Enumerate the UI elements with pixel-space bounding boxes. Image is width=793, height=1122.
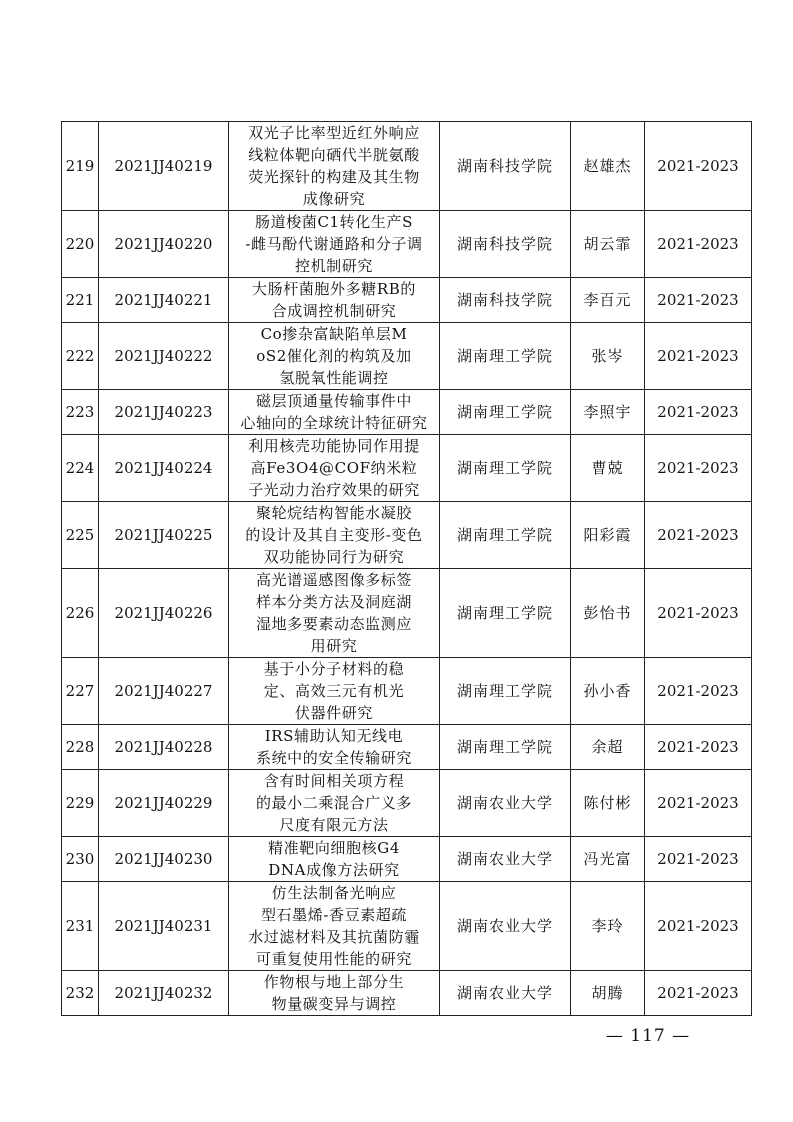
project-period: 2021-2023 [645, 770, 752, 837]
project-title: IRS辅助认知无线电 系统中的安全传输研究 [229, 725, 440, 770]
project-period: 2021-2023 [645, 435, 752, 502]
institution-name: 湖南农业大学 [440, 837, 571, 882]
project-code: 2021JJ40223 [99, 390, 229, 435]
project-number: 230 [62, 837, 99, 882]
principal-investigator: 彭怡书 [571, 569, 645, 658]
project-number: 229 [62, 770, 99, 837]
institution-name: 湖南理工学院 [440, 323, 571, 390]
project-number: 227 [62, 658, 99, 725]
institution-name: 湖南理工学院 [440, 658, 571, 725]
project-number: 223 [62, 390, 99, 435]
project-code: 2021JJ40222 [99, 323, 229, 390]
table-row [62, 658, 752, 725]
institution-name: 湖南科技学院 [440, 122, 571, 211]
project-code: 2021JJ40225 [99, 502, 229, 569]
principal-investigator: 李玲 [571, 882, 645, 971]
principal-investigator: 陈付彬 [571, 770, 645, 837]
institution-name: 湖南理工学院 [440, 569, 571, 658]
project-number: 228 [62, 725, 99, 770]
project-number: 222 [62, 323, 99, 390]
table-row [62, 211, 752, 278]
project-title: Co掺杂富缺陷单层M oS2催化剂的构筑及加 氢脱氧性能调控 [229, 323, 440, 390]
principal-investigator: 胡腾 [571, 971, 645, 1016]
project-number: 226 [62, 569, 99, 658]
project-title: 肠道梭菌C1转化生产S -雌马酚代谢通路和分子调 控机制研究 [229, 211, 440, 278]
institution-name: 湖南农业大学 [440, 770, 571, 837]
institution-name: 湖南理工学院 [440, 435, 571, 502]
project-number: 219 [62, 122, 99, 211]
principal-investigator: 孙小香 [571, 658, 645, 725]
table-row [62, 569, 752, 658]
table-row [62, 971, 752, 1016]
table-row [62, 435, 752, 502]
project-code: 2021JJ40221 [99, 278, 229, 323]
project-number: 225 [62, 502, 99, 569]
principal-investigator: 张岑 [571, 323, 645, 390]
institution-name: 湖南理工学院 [440, 390, 571, 435]
project-title: 精准靶向细胞核G4 DNA成像方法研究 [229, 837, 440, 882]
project-period: 2021-2023 [645, 502, 752, 569]
project-code: 2021JJ40224 [99, 435, 229, 502]
project-code: 2021JJ40226 [99, 569, 229, 658]
table-row [62, 837, 752, 882]
project-title: 聚轮烷结构智能水凝胶 的设计及其自主变形-变色 双功能协同行为研究 [229, 502, 440, 569]
project-period: 2021-2023 [645, 837, 752, 882]
project-title: 双光子比率型近红外响应 线粒体靶向硒代半胱氨酸 荧光探针的构建及其生物 成像研究 [229, 122, 440, 211]
table-row [62, 323, 752, 390]
project-number: 220 [62, 211, 99, 278]
project-number: 221 [62, 278, 99, 323]
project-period: 2021-2023 [645, 390, 752, 435]
project-code: 2021JJ40230 [99, 837, 229, 882]
table-row [62, 770, 752, 837]
principal-investigator: 赵雄杰 [571, 122, 645, 211]
table-row [62, 502, 752, 569]
table-row [62, 882, 752, 971]
principal-investigator: 冯光富 [571, 837, 645, 882]
project-period: 2021-2023 [645, 725, 752, 770]
table-row [62, 278, 752, 323]
project-period: 2021-2023 [645, 278, 752, 323]
project-title: 高光谱遥感图像多标签 样本分类方法及洞庭湖 湿地多要素动态监测应 用研究 [229, 569, 440, 658]
institution-name: 湖南农业大学 [440, 882, 571, 971]
project-code: 2021JJ40219 [99, 122, 229, 211]
principal-investigator: 曹兢 [571, 435, 645, 502]
page-number: — 117 — [605, 1026, 691, 1046]
project-period: 2021-2023 [645, 323, 752, 390]
principal-investigator: 胡云霏 [571, 211, 645, 278]
institution-name: 湖南农业大学 [440, 971, 571, 1016]
project-number: 232 [62, 971, 99, 1016]
table-row [62, 122, 752, 211]
institution-name: 湖南科技学院 [440, 278, 571, 323]
table-row [62, 390, 752, 435]
project-number: 231 [62, 882, 99, 971]
project-period: 2021-2023 [645, 569, 752, 658]
project-code: 2021JJ40231 [99, 882, 229, 971]
table-row [62, 725, 752, 770]
project-title: 含有时间相关项方程 的最小二乘混合广义多 尺度有限元方法 [229, 770, 440, 837]
project-title: 作物根与地上部分生 物量碳变异与调控 [229, 971, 440, 1016]
project-period: 2021-2023 [645, 971, 752, 1016]
project-period: 2021-2023 [645, 882, 752, 971]
project-title: 磁层顶通量传输事件中 心轴向的全球统计特征研究 [229, 390, 440, 435]
project-code: 2021JJ40228 [99, 725, 229, 770]
project-title: 仿生法制备光响应 型石墨烯-香豆素超疏 水过滤材料及其抗菌防霾 可重复使用性能的研究 [229, 882, 440, 971]
institution-name: 湖南理工学院 [440, 725, 571, 770]
project-period: 2021-2023 [645, 658, 752, 725]
principal-investigator: 余超 [571, 725, 645, 770]
project-code: 2021JJ40229 [99, 770, 229, 837]
project-title: 基于小分子材料的稳 定、高效三元有机光 伏器件研究 [229, 658, 440, 725]
principal-investigator: 李照宇 [571, 390, 645, 435]
project-title: 大肠杆菌胞外多糖RB的 合成调控机制研究 [229, 278, 440, 323]
project-code: 2021JJ40232 [99, 971, 229, 1016]
principal-investigator: 李百元 [571, 278, 645, 323]
institution-name: 湖南科技学院 [440, 211, 571, 278]
project-period: 2021-2023 [645, 122, 752, 211]
project-code: 2021JJ40227 [99, 658, 229, 725]
project-table [61, 121, 752, 1016]
project-table-body [62, 122, 752, 1016]
principal-investigator: 阳彩霞 [571, 502, 645, 569]
project-number: 224 [62, 435, 99, 502]
project-code: 2021JJ40220 [99, 211, 229, 278]
institution-name: 湖南理工学院 [440, 502, 571, 569]
project-title: 利用核壳功能协同作用提 高Fe3O4@COF纳米粒 子光动力治疗效果的研究 [229, 435, 440, 502]
project-period: 2021-2023 [645, 211, 752, 278]
